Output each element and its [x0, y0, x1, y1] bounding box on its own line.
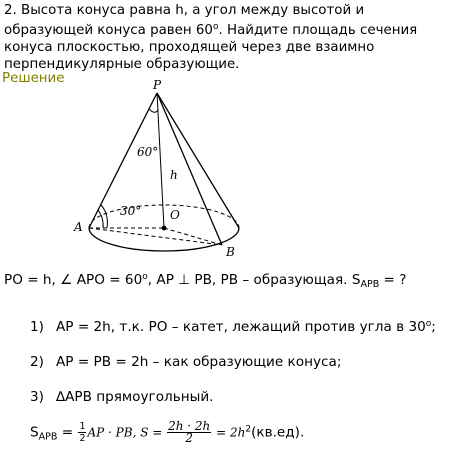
- label-angle-30: 30°: [120, 204, 142, 218]
- step-2-text: AP = PB = 2h – как образующие конуса;: [56, 354, 342, 370]
- formula-eq1: =: [57, 424, 78, 441]
- angle-arc-top: [149, 109, 158, 112]
- given-degree: o: [142, 272, 148, 282]
- given-part3: = ?: [379, 272, 407, 288]
- formula-unit: (кв.ед).: [251, 424, 305, 441]
- label-angle-60: 60°: [137, 145, 159, 159]
- step-1-tail: ;: [431, 319, 436, 335]
- degree-superscript: o: [212, 22, 219, 32]
- segment-ob: [164, 228, 222, 245]
- solution-label: Решение: [2, 71, 65, 86]
- half-numerator: 1: [79, 421, 86, 432]
- half-fraction: [78, 421, 86, 444]
- step-2: [30, 354, 341, 370]
- given-part1: PO = h, ∠ APO = 60: [4, 272, 143, 288]
- cone-diagram: [60, 76, 250, 266]
- formula-subscript: APB: [38, 431, 58, 443]
- formula-s: S: [30, 424, 39, 441]
- product-numerator: 2h · 2h: [168, 419, 211, 433]
- product-denominator: 2: [185, 431, 194, 445]
- step-1-degree: o: [425, 319, 432, 329]
- half-denominator: 2: [79, 433, 86, 444]
- given-line: [4, 272, 406, 290]
- problem-text-b: . Найдите площадь сечения конуса плоскостью, проходящей через две взаимно перпендикулярные образующие.: [4, 23, 418, 72]
- height-po: [157, 93, 164, 228]
- step-1-number: 1): [30, 319, 44, 335]
- step-1-text: AP = 2h, т.к. PO – катет, лежащий против угла в 30: [56, 319, 426, 335]
- center-point-o: [162, 226, 167, 231]
- step-1: [30, 319, 436, 335]
- step-2-number: 2): [30, 354, 44, 370]
- label-h: h: [170, 168, 178, 182]
- formula-square: 2: [245, 424, 252, 435]
- given-subscript: APB: [360, 279, 380, 290]
- given-part2: , AP ⊥ PB, PB – образующая. S: [147, 272, 361, 288]
- label-a: A: [74, 220, 83, 234]
- angle-arc-base-2: [98, 210, 103, 228]
- product-fraction: [167, 421, 211, 444]
- step-3-number: 3): [30, 389, 44, 405]
- formula-eq2: = 2h: [212, 425, 246, 440]
- problem-statement: [4, 2, 456, 73]
- step-3: [30, 389, 213, 405]
- area-formula: [30, 421, 304, 455]
- formula-comma-s: , S =: [132, 425, 167, 440]
- label-o: O: [170, 208, 180, 222]
- segment-ab: [89, 228, 222, 245]
- label-b: B: [226, 245, 235, 259]
- problem-text-a: 2. Высота конуса равна h, а угол между высотой и образующей конуса равен 60: [4, 3, 365, 38]
- label-p: P: [153, 78, 162, 92]
- edge-pb: [157, 93, 222, 245]
- formula-ap-pb: AP · PB: [87, 425, 133, 440]
- step-3-text: ∆APB прямоугольный.: [56, 389, 214, 405]
